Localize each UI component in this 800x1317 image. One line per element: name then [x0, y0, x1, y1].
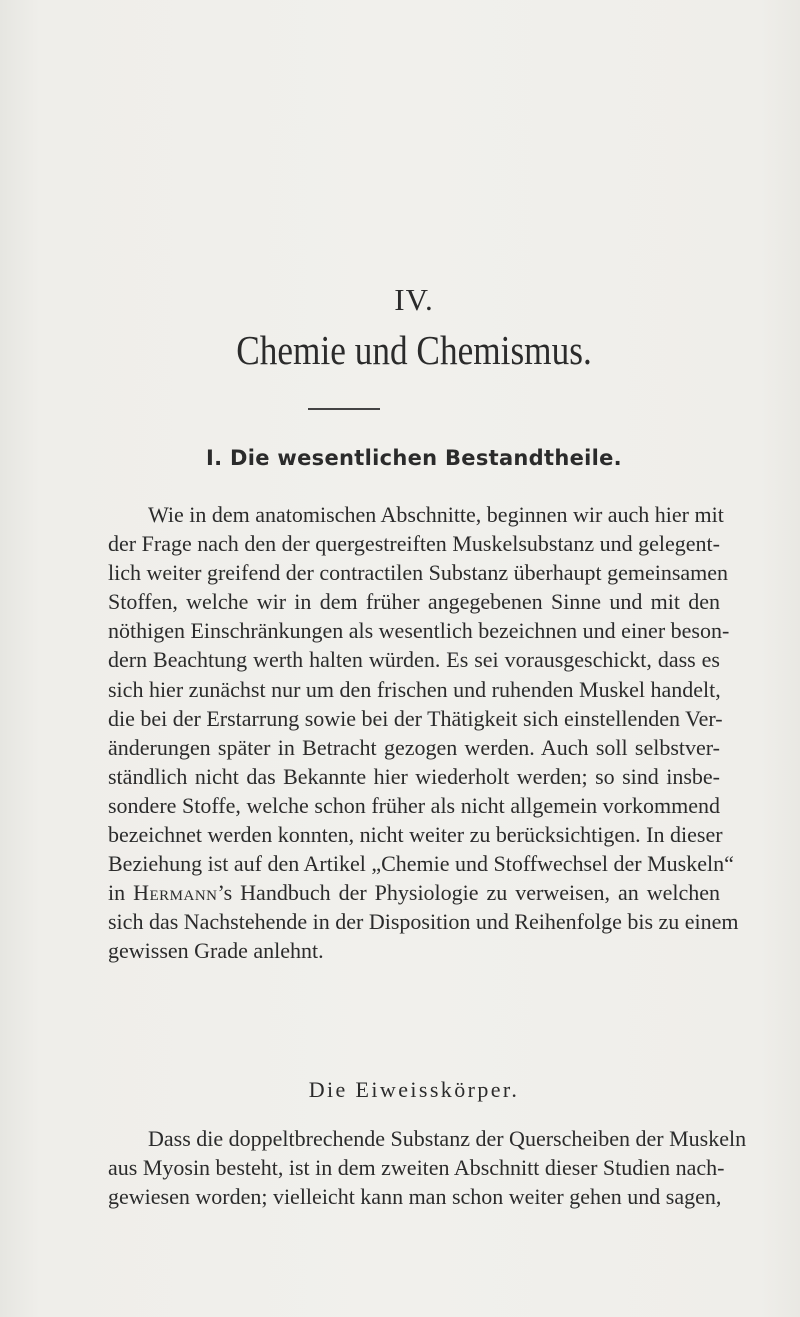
- text-line: nöthigen Einschränkungen als wesentlich bezeichnen und einer beson-: [108, 618, 730, 644]
- title-divider: [308, 408, 380, 410]
- text-line: ständlich nicht das Bekannte hier wiederholt werden; so sind insbe-: [108, 763, 720, 789]
- text-line: aus Myosin besteht, ist in dem zweiten Abschnitt dieser Studien nach-: [108, 1155, 725, 1181]
- text-line: bezeichnet werden konnten, nicht weiter zu berücksichtigen. In dieser: [108, 822, 723, 848]
- text-line: sich hier zunächst nur um den frischen und ruhenden Muskel handelt,: [108, 676, 721, 702]
- text-line: gewiesen worden; vielleicht kann man schon weiter gehen und sagen,: [108, 1184, 722, 1210]
- text-line: gewissen Grade anlehnt.: [108, 938, 324, 964]
- paragraph-intro: [108, 500, 739, 966]
- text-line: in Hermann’s Handbuch der Physiologie zu verweisen, an welchen: [108, 880, 720, 906]
- text-line: dern Beachtung werth halten würden. Es sei vorausgeschickt, dass es: [108, 647, 720, 673]
- chapter-title: Chemie und Chemismus.: [236, 327, 592, 373]
- text-line: Stoffen, welche wir in dem früher angegebenen Sinne und mit den: [108, 589, 720, 615]
- text-line: sondere Stoffe, welche schon früher als nicht allgemein vorkommend: [108, 792, 720, 818]
- text-line-rest: ’s Handbuch der Physiologie zu verweisen, an welchen: [217, 880, 720, 906]
- text-line: Dass die doppeltbrechende Substanz der Querscheiben der Muskeln: [148, 1126, 747, 1151]
- paragraph-eiweiss: [108, 1124, 747, 1211]
- text-line: Beziehung ist auf den Artikel „Chemie und Stoffwechsel der Muskeln“: [108, 851, 734, 877]
- text-line: lich weiter greifend der contractilen Substanz überhaupt gemeinsamen: [108, 560, 729, 586]
- subsection-heading: Die Eiweisskörper.: [308, 1077, 520, 1102]
- text-line: die bei der Erstarrung sowie bei der Thätigkeit sich einstellenden Ver-: [108, 705, 723, 731]
- chapter-number: IV.: [394, 282, 434, 317]
- section-heading: I. Die wesentlichen Bestandtheile.: [206, 446, 622, 470]
- author-name: Hermann: [133, 880, 218, 906]
- text-line: Wie in dem anatomischen Abschnitte, beginnen wir auch hier mit: [148, 502, 724, 527]
- text-line: sich das Nachstehende in der Disposition und Reihenfolge bis zu einem: [108, 909, 739, 935]
- text-line: der Frage nach den der quergestreiften Muskelsubstanz und gelegent-: [108, 531, 720, 557]
- text-line: änderungen später in Betracht gezogen werden. Auch soll selbstver-: [108, 734, 720, 760]
